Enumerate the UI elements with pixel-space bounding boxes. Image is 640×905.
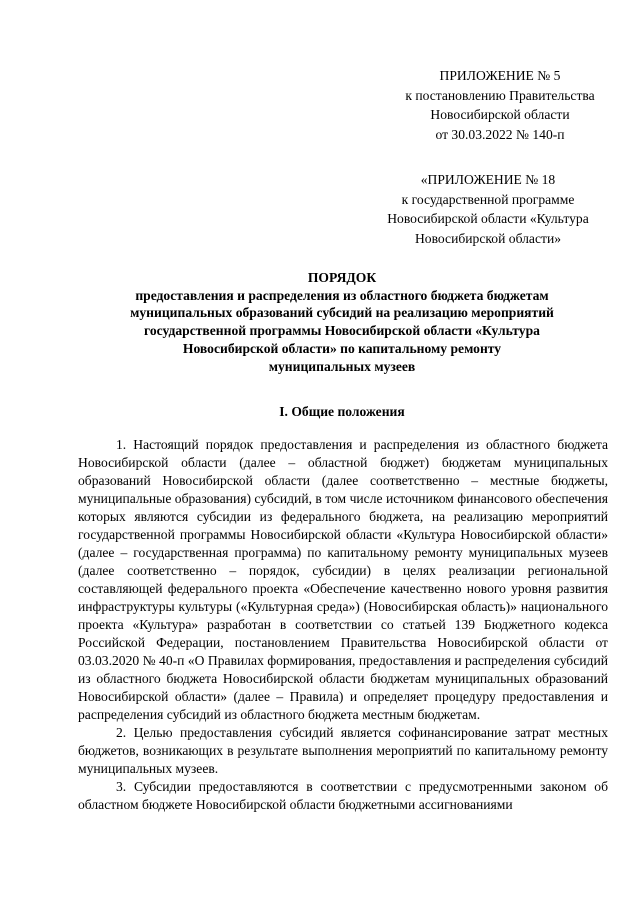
appendix-line: от 30.03.2022 № 140-п (435, 126, 565, 142)
appendix-line: «ПРИЛОЖЕНИЕ № 18 (420, 172, 556, 187)
appendix-line: Новосибирской области (430, 107, 570, 122)
appendix-line: к постановлению Правительства (405, 87, 595, 103)
paragraph-1: 1. Настоящий порядок предоставления и распределения из областного бюджета Новосибирской области (далее – областной бюджет) бюджетам муниципальных образований Новосибирской области (далее соответственно – местные бюджеты, муниципальные образования) субсидий, в том числе источником финансового обеспечения которых являются субсидии из федерального бюджета, на реализацию мероприятий государственной программы Новосибирской области «Культура Новосибирской области» (далее – государственная программа) по капитальному ремонту муниципальных музеев (далее соответственно – порядок, субсидии) в целях реализации региональной составляющей федерального проекта «Обеспечение качественно нового уровня развития инфраструктуры культуры («Культурная среда») (Новосибирская область)» национального проекта «Культура» разработан в соответствии со статьей 139 Бюджетного кодекса Российской Федерации, постановлением Правительства Новосибирской области от 03.03.2020 № 40-п «О Правилах формирования, предоставления и распределения субсидий из областного бюджета Новосибирской области бюджетам муниципальных образований Новосибирской области» (далее – Правила) и определяет процедуру предоставления и распределения субсидий из областного бюджета местным бюджетам. (78, 437, 608, 722)
paragraph-2: 2. Целью предоставления субсидий является софинансирование затрат местных бюджетов, возникающих в результате выполнения мероприятий по капитальному ремонту муниципальных музеев. (78, 725, 608, 776)
document-title (76, 269, 608, 375)
title-line: Новосибирской области» по капитальному ремонту (182, 340, 502, 356)
document-body (78, 436, 608, 814)
title-line: государственной программы Новосибирской области «Культура (144, 323, 540, 339)
title-line: муниципальных музеев (268, 358, 416, 374)
appendix-line: Новосибирской области» (414, 230, 562, 246)
title-line: предоставления и распределения из областного бюджета бюджетам (135, 287, 549, 303)
section-heading: I. Общие положения (279, 404, 405, 419)
title-heading: ПОРЯДОК (307, 270, 377, 285)
paragraph-3: 3. Субсидии предоставляются в соответствии с предусмотренными законом об областном бюджете Новосибирской области бюджетными ассигнованиями (78, 779, 608, 812)
appendix-header-current (380, 66, 620, 144)
appendix-line: Новосибирской области «Культура (387, 211, 589, 226)
appendix-line: к государственной программе (401, 191, 575, 207)
appendix-line: ПРИЛОЖЕНИЕ № 5 (439, 68, 561, 83)
title-line: муниципальных образований субсидий на реализацию мероприятий (130, 305, 554, 321)
appendix-header-program (356, 170, 620, 248)
